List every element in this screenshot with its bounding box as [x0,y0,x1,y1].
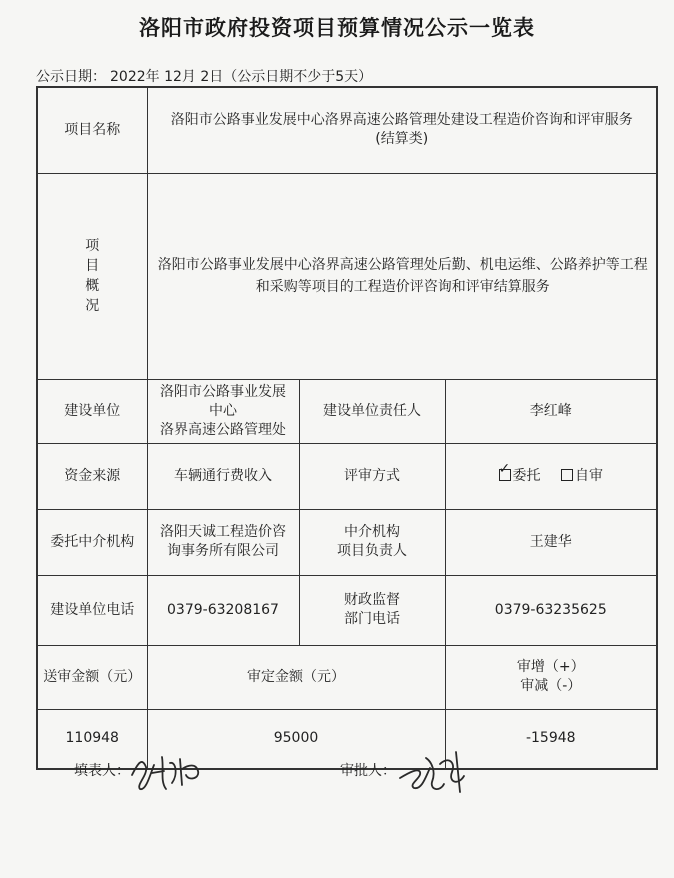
overview-label-char: 概 [85,278,100,294]
construction-unit-line3: 洛界高速公路管理处 [160,421,286,438]
submitted-amount-value: 110948 [37,709,147,769]
option-entrust[interactable] [498,460,541,486]
project-name-value [147,87,657,173]
approver-label: 审批人： [340,763,396,779]
approver-signature-icon [396,742,486,800]
option-entrust-label: 委托 [512,467,541,484]
overview-label-char: 况 [85,298,100,314]
agency-line2: 询事务所有限公司 [167,543,279,559]
construction-unit-value [147,379,299,443]
funding-value: 车辆通行费收入 [147,443,299,509]
publish-date-label: 公示日期： [36,69,106,85]
finance-phone-label-line1: 财政监督 [344,592,400,608]
agency-line1: 洛阳天诚工程造价咨 [160,524,286,540]
page-title: 洛阳市政府投资项目预算情况公示一览表 [139,16,535,40]
agency-value [147,509,299,575]
agency-manager-label-line2: 项目负责人 [337,543,407,559]
agency-manager-value: 王建华 [445,509,657,575]
project-name-line2: (结算类) [375,131,429,148]
change-amount-label [445,645,657,709]
responsible-person-value: 李红峰 [445,379,657,443]
overview-value: 洛阳市公路事业发展中心洛界高速公路管理处后勤、机电运维、公路养护等工程和采购等项目的工程造价评咨询和评审结算服务 [147,173,657,379]
overview-label-char: 目 [85,258,100,274]
construction-unit-label: 建设单位 [37,379,147,443]
filler-label: 填表人： [74,763,130,779]
publish-date [36,66,376,86]
review-method-label: 评审方式 [299,443,445,509]
review-method-options [445,443,657,509]
row-agency [37,509,657,575]
agency-manager-label [299,509,445,575]
construction-unit-line2: 中心 [209,402,237,419]
row-phone [37,575,657,645]
overview-label-char: 项 [85,238,100,254]
filler-signature-icon [126,745,216,795]
publish-date-value: 2022年 12月 2日（公示日期不少于5天） [110,69,373,85]
option-self[interactable] [561,467,603,486]
approver [340,760,396,780]
change-amount-value: -15948 [445,709,657,769]
disclosure-table [36,86,658,770]
row-construction-unit [37,379,657,443]
finance-phone-label-line2: 部门电话 [344,611,400,627]
project-name-label: 项目名称 [37,87,147,173]
responsible-person-label: 建设单位责任人 [299,379,445,443]
phone-value: 0379-63208167 [147,575,299,645]
agency-label: 委托中介机构 [37,509,147,575]
construction-unit-line1: 洛阳市公路事业发展 [160,383,286,400]
filler [74,760,130,780]
agency-manager-label-line1: 中介机构 [344,524,400,540]
approved-amount-label: 审定金额（元） [147,645,445,709]
option-self-label: 自审 [574,467,603,484]
submitted-amount-label: 送审金额（元） [37,645,147,709]
overview-label [37,173,147,379]
checkbox-checked-icon[interactable]: ✓ [499,469,511,481]
row-project-name [37,87,657,173]
row-overview [37,173,657,379]
change-decrease-label: 审减（-） [520,678,582,694]
funding-label: 资金来源 [37,443,147,509]
row-funding [37,443,657,509]
change-increase-label: 审增（+） [516,659,585,675]
project-name-line1: 洛阳市公路事业发展中心洛界高速公路管理处建设工程造价咨询和评审服务 [170,112,633,129]
phone-label: 建设单位电话 [37,575,147,645]
finance-phone-value: 0379-63235625 [445,575,657,645]
approved-amount-value: 95000 [147,709,445,769]
row-amount-labels [37,645,657,709]
finance-phone-label [299,575,445,645]
checkbox-empty-icon[interactable] [561,469,573,481]
